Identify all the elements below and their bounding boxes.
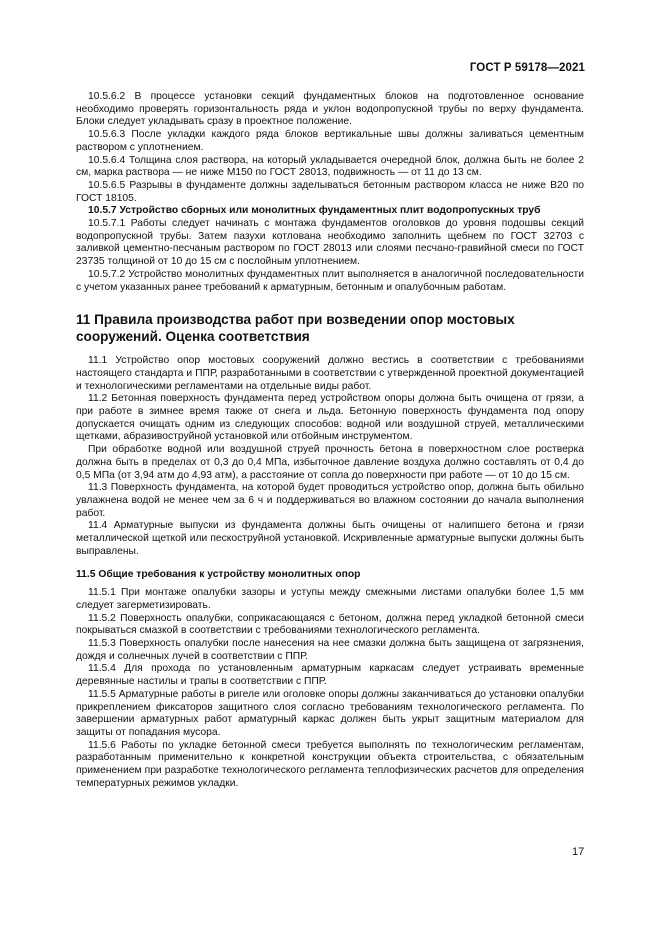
paragraph-10-5-6-5: 10.5.6.5 Разрывы в фундаменте должны заделываться бетонным раствором класса не ниже В20 по ГОСТ 18105. <box>76 179 584 204</box>
paragraph-11-5-4: 11.5.4 Для прохода по установленным арматурным каркасам следует устраивать временные деревянные настилы и трапы в соответствии с ППР. <box>76 663 584 688</box>
section-11-title: 11 Правила производства работ при возведении опор мостовых сооружений. Оценка соответствия <box>76 312 515 345</box>
page-body <box>76 91 584 790</box>
paragraph-11-2-cont: При обработке водной или воздушной струей прочность бетона в поверхностном слое ростверка должна быть в пределах от 0,3 до 0,4 МПа, избыточное давление воздуха должно составлять от 0,4 до 0,5 МПа (от 3,94 атм до 4,93 атм), а расстояние от сопла до поверхности при работе — от 10 до 15 см. <box>76 444 584 481</box>
paragraph-11-5-1: 11.5.1 При монтаже опалубки зазоры и уступы между смежными листами опалубки более 1,5 мм следует загерметизировать. <box>76 587 584 611</box>
paragraph-10-5-7-2: 10.5.7.2 Устройство монолитных фундаментных плит выполняется в аналогичной последовательности с учетом указанных ранее требований к арматурным, бетонным и опалубочным работам. <box>76 268 584 293</box>
paragraph-11-5-2: 11.5.2 Поверхность опалубки, соприкасающаяся с бетоном, должна перед укладкой бетонной смеси покрываться смазкой в соответствии с требованиями технологического регламента. <box>76 612 584 637</box>
paragraph-10-5-6-3: 10.5.6.3 После укладки каждого ряда блоков вертикальные швы должны заливаться цементным раствором с уплотнением. <box>76 129 584 153</box>
paragraph-11-3: 11.3 Поверхность фундамента, на которой будет проводиться устройство опор, должна быть обильно увлажнена водой не менее чем за 6 ч и поддерживаться во влажном состоянии до начала выполнения работ. <box>76 482 584 519</box>
paragraph-11-5-3: 11.5.3 Поверхность опалубки после нанесения на нее смазки должна быть защищена от загрязнения, дождя и солнечных лучей в соответствии с ППР. <box>76 638 584 662</box>
paragraph-10-5-6-4: 10.5.6.4 Толщина слоя раствора, на который укладывается очередной блок, должна быть не более 2 см, марка раствора — не ниже М150 по ГОСТ 28013, подвижность — от 11 до 13 см. <box>76 154 584 179</box>
paragraph-11-4: 11.4 Арматурные выпуски из фундамента должны быть очищены от налипшего бетона и грязи металлической щеткой или пескоструйной установкой. Искривленные арматурные выпуски должны быть выправлены. <box>76 520 584 557</box>
heading-10-5-7: 10.5.7 Устройство сборных или монолитных фундаментных плит водопропускных труб <box>88 205 541 217</box>
section-11-5-title: 11.5 Общие требования к устройству монолитных опор <box>76 568 361 580</box>
page-number: 17 <box>572 846 585 858</box>
paragraph-10-5-7-1: 10.5.7.1 Работы следует начинать с монтажа фундаментов оголовков до уровня подошвы секций водопропускной трубы. Затем пазухи котлована необходимо заполнить щебнем по ГОСТ 32703 с заливкой цементно-песчаным раствором по ГОСТ 28013 или слоями песчано-гравийной смеси по ГОСТ 23735 толщиной от 10 до 15 см с послойным уплотнением. <box>76 218 584 268</box>
paragraph-11-5-5: 11.5.5 Арматурные работы в ригеле или оголовке опоры должны заканчиваться до установки опалубки прикреплением фиксаторов защитного слоя согласно требованиям технологического регламента. По завершении арматурных работ арматурный каркас должен быть укрыт защитным материалом для защиты от попадания мусора. <box>76 688 584 738</box>
paragraph-11-2: 11.2 Бетонная поверхность фундамента перед устройством опоры должна быть очищена от грязи, а при работе в зимнее время также от снега и льда. Бетонную поверхность фундамента под опору допускается очищать одним из следующих способов: водной или воздушной струей, металлическими щетками, абразивоструйной установкой или отбойным инструментом. <box>76 393 584 443</box>
paragraph-10-5-6-2: 10.5.6.2 В процессе установки секций фундаментных блоков на подготовленное основание необходимо проверять горизонтальность ряда и уклон водопропускной трубы по верху фундамента. Блоки следует укладывать сразу в проектное положение. <box>76 91 584 128</box>
paragraph-11-5-6: 11.5.6 Работы по укладке бетонной смеси требуется выполнять по технологическим регламентам, разработанным применительно к конкретной конструкции объекта строительства, с обязательным применением при разработке технологического регламента теплофизических расчетов для определения температурных режимов укладки. <box>76 739 584 789</box>
standard-designation: ГОСТ Р 59178—2021 <box>469 62 585 74</box>
paragraph-11-1: 11.1 Устройство опор мостовых сооружений должно вестись в соответствии с требованиями настоящего стандарта и ППР, разработанными в соответствии с утвержденной проектной документацией и технологическими регламентами на отдельные виды работ. <box>76 355 584 392</box>
